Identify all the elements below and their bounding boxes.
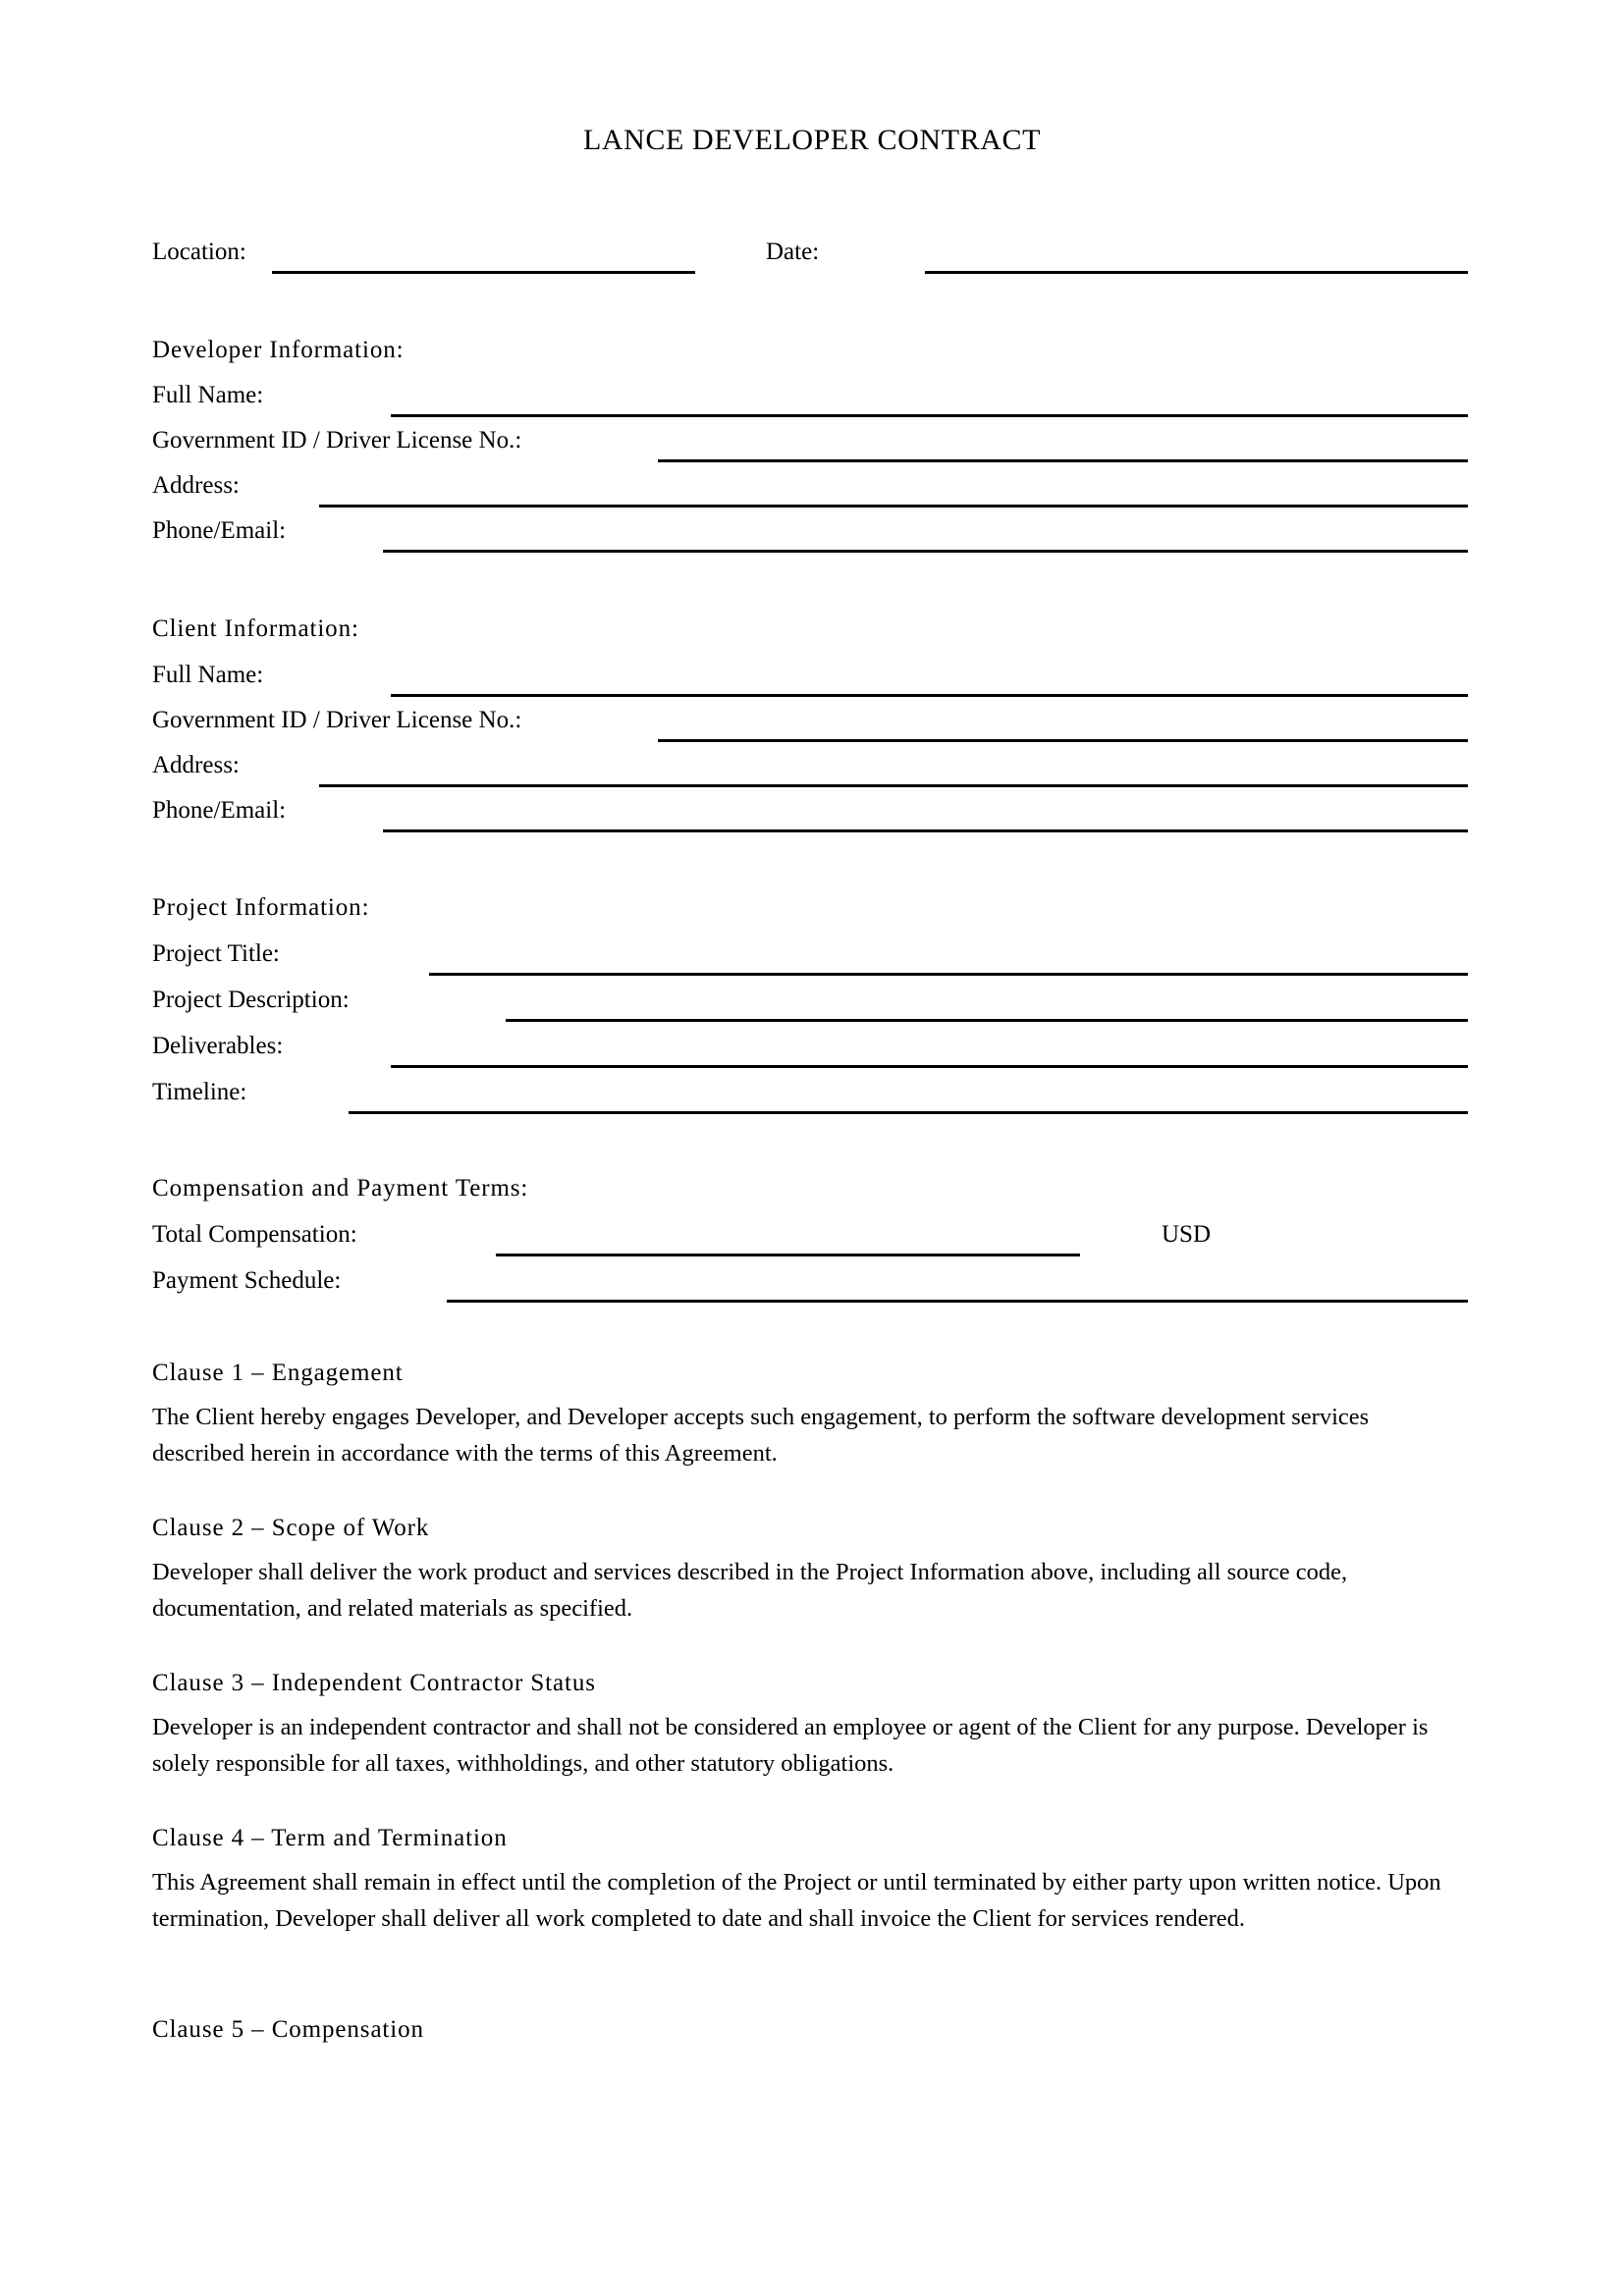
project-description-rule[interactable] <box>506 1019 1468 1022</box>
developer-full-name-rule[interactable] <box>391 414 1468 417</box>
total-compensation-row <box>152 1218 357 1252</box>
clause-4-heading: Clause 4 – Term and Termination <box>152 1825 508 1851</box>
project-description-label: Project Description: <box>152 987 350 1013</box>
client-gov-id-row <box>152 704 521 737</box>
project-description-row <box>152 984 350 1017</box>
developer-gov-id-rule[interactable] <box>658 459 1468 462</box>
developer-gov-id-label: Government ID / Driver License No.: <box>152 427 522 454</box>
clause-1-heading: Clause 1 – Engagement <box>152 1360 404 1386</box>
timeline-rule[interactable] <box>349 1111 1468 1114</box>
clause-1-body: The Client hereby engages Developer, and Developer accepts such engagement, to perform the software development services described herein in accordance with the terms of this Agreement. <box>152 1404 1370 1467</box>
project-title-label: Project Title: <box>152 940 280 967</box>
developer-phone-email-rule[interactable] <box>383 550 1468 553</box>
payment-schedule-label: Payment Schedule: <box>152 1267 342 1294</box>
timeline-label: Timeline: <box>152 1079 247 1105</box>
client-gov-id-label: Government ID / Driver License No.: <box>152 707 522 733</box>
compensation-terms-heading: Compensation and Payment Terms: <box>152 1175 529 1201</box>
client-full-name-rule[interactable] <box>391 694 1468 697</box>
client-full-name-row <box>152 659 263 692</box>
location-input-rule[interactable] <box>272 271 695 274</box>
client-full-name-label: Full Name: <box>152 662 264 688</box>
date-field-label <box>766 236 819 269</box>
developer-address-rule[interactable] <box>319 505 1468 507</box>
payment-schedule-rule[interactable] <box>447 1300 1468 1303</box>
clause-3-heading: Clause 3 – Independent Contractor Status <box>152 1670 596 1696</box>
date-input-rule[interactable] <box>925 271 1468 274</box>
deliverables-row <box>152 1030 283 1063</box>
location-label: Location: <box>152 239 246 265</box>
deliverables-rule[interactable] <box>391 1065 1468 1068</box>
developer-phone-email-label: Phone/Email: <box>152 517 287 544</box>
client-phone-email-rule[interactable] <box>383 829 1468 832</box>
clause-2-body: Developer shall deliver the work product and services described in the Project Information above, including all source code, documentation, and related materials as specified. <box>152 1559 1348 1622</box>
currency-label: USD <box>1162 1221 1212 1248</box>
developer-address-row <box>152 469 240 503</box>
clause-2-heading: Clause 2 – Scope of Work <box>152 1515 430 1541</box>
project-title-row <box>152 937 280 971</box>
developer-address-label: Address: <box>152 472 240 499</box>
deliverables-label: Deliverables: <box>152 1033 284 1059</box>
timeline-row <box>152 1076 246 1109</box>
total-compensation-label: Total Compensation: <box>152 1221 357 1248</box>
developer-gov-id-row <box>152 424 521 457</box>
developer-full-name-row <box>152 379 263 412</box>
client-address-label: Address: <box>152 752 240 778</box>
project-title-rule[interactable] <box>429 973 1468 976</box>
clause-3-body: Developer is an independent contractor and shall not be considered an employee or agent of the Client for any purpose. Developer is solely responsible for all taxes, withholdings, and other statutory obligations. <box>152 1714 1429 1777</box>
page-title: LANCE DEVELOPER CONTRACT <box>582 124 1042 156</box>
date-label: Date: <box>766 239 820 265</box>
clause-5-heading: Clause 5 – Compensation <box>152 2016 424 2043</box>
client-address-row <box>152 749 240 782</box>
developer-full-name-label: Full Name: <box>152 382 264 408</box>
client-gov-id-rule[interactable] <box>658 739 1468 742</box>
project-information-heading: Project Information: <box>152 894 370 921</box>
client-information-heading: Client Information: <box>152 615 359 642</box>
client-address-rule[interactable] <box>319 784 1468 787</box>
developer-phone-email-row <box>152 514 286 548</box>
client-phone-email-row <box>152 794 286 828</box>
payment-schedule-row <box>152 1264 341 1298</box>
location-field-label <box>152 236 246 269</box>
total-compensation-rule[interactable] <box>496 1254 1080 1256</box>
client-phone-email-label: Phone/Email: <box>152 797 287 824</box>
clause-4-body: This Agreement shall remain in effect until the completion of the Project or until terminated by either party upon written notice. Upon termination, Developer shall deliver all work completed to date and shall invoice the Client for services rendered. <box>152 1869 1441 1932</box>
developer-information-heading: Developer Information: <box>152 337 405 363</box>
